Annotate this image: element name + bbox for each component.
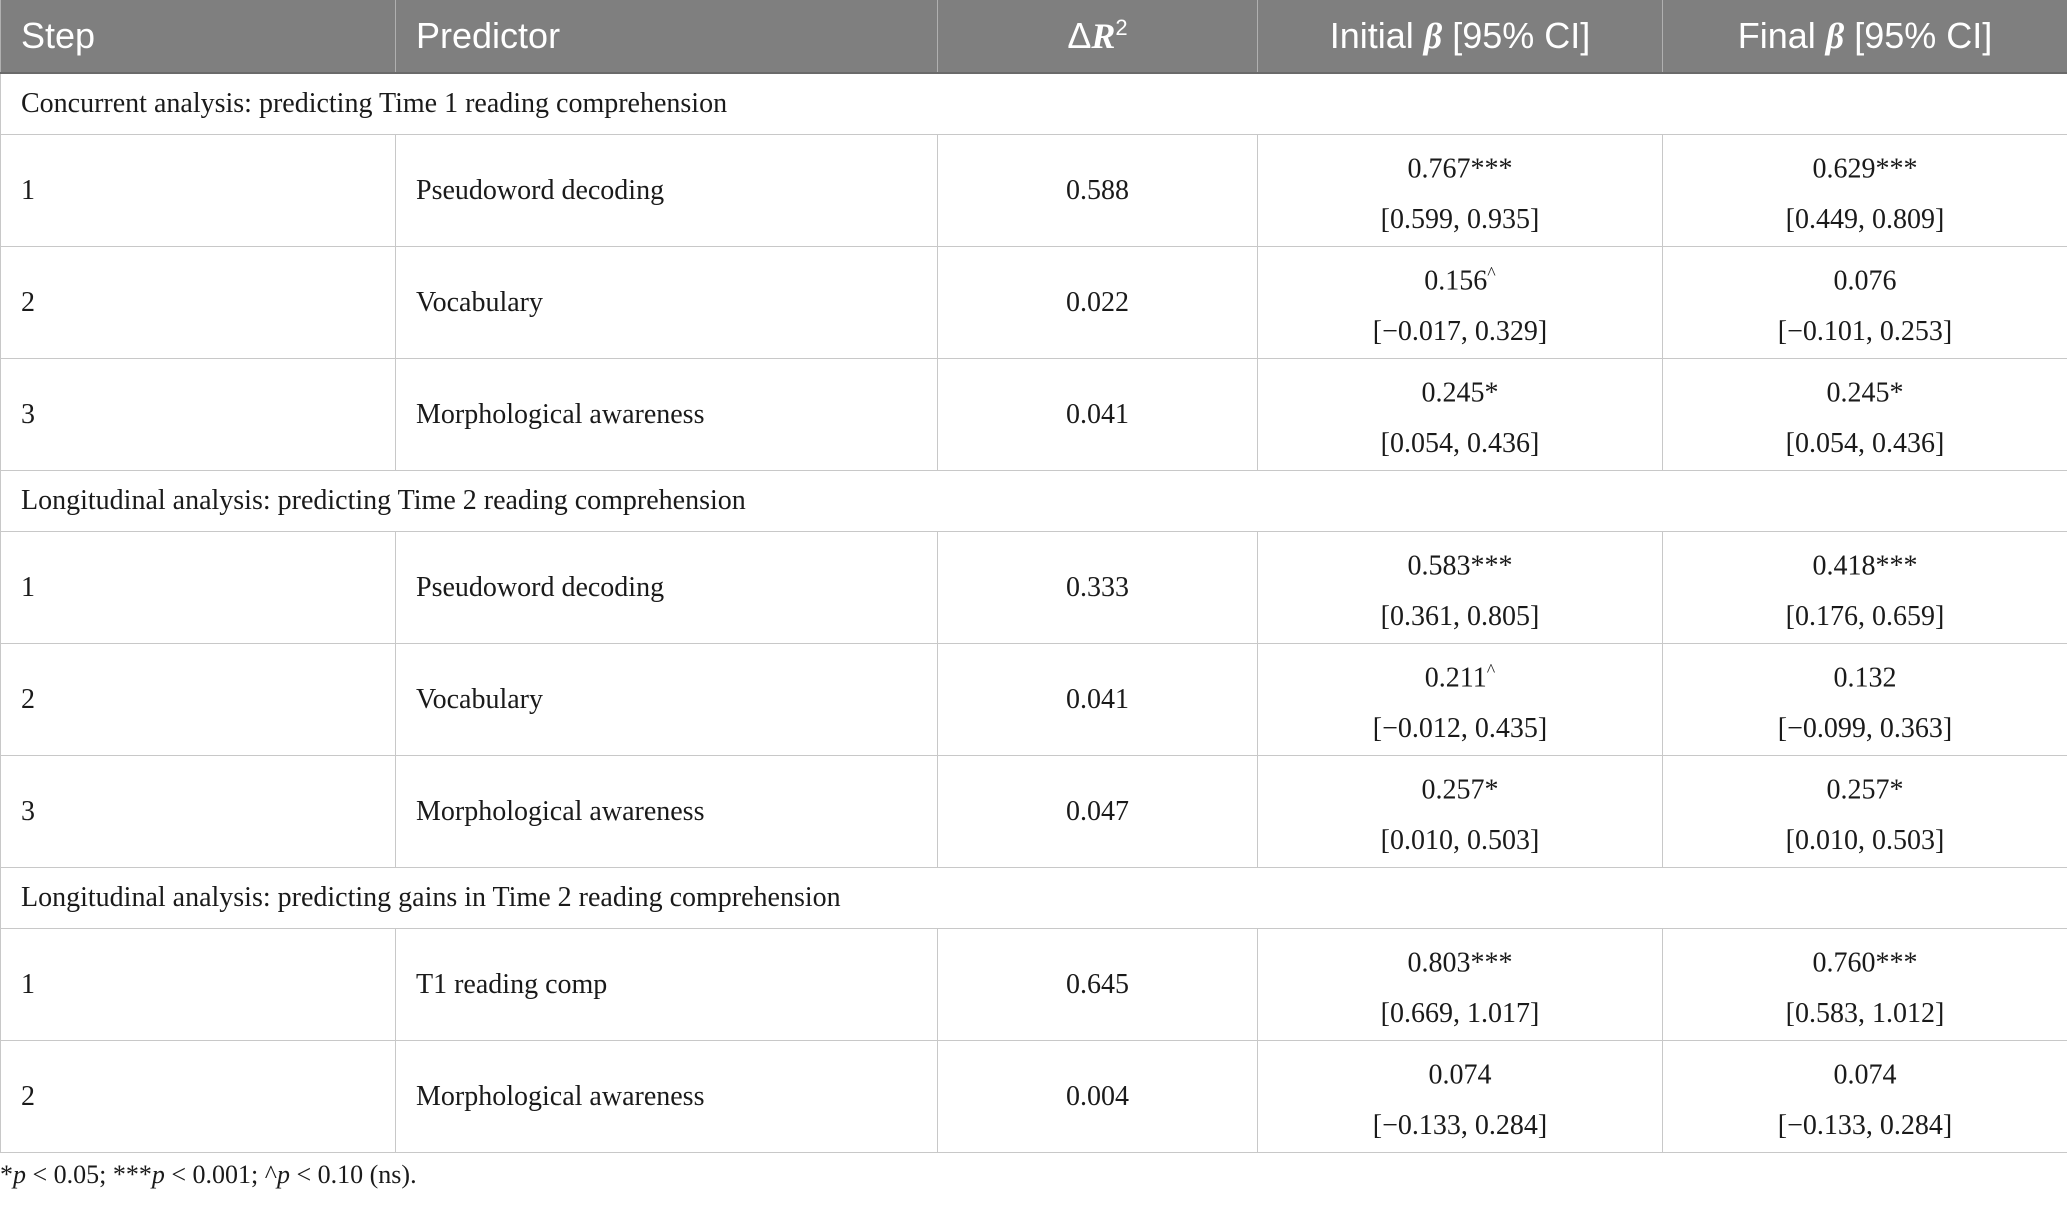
cell-initial-beta <box>1258 644 1663 756</box>
final-beta-value: 0.418*** <box>1812 550 1918 582</box>
footnote-part: * <box>0 1160 13 1189</box>
cell-final-beta <box>1663 532 2067 644</box>
header-step: Step <box>1 0 396 73</box>
header-initial-post: [95% CI] <box>1442 15 1591 56</box>
header-initial-beta <box>1258 0 1663 73</box>
cell-initial-beta <box>1258 1041 1663 1153</box>
initial-ci: [−0.017, 0.329] <box>1372 315 1548 347</box>
cell-final-beta <box>1663 756 2067 868</box>
cell-predictor: Morphological awareness <box>396 756 938 868</box>
header-final-post: [95% CI] <box>1844 15 1993 56</box>
cell-delta-r2: 0.022 <box>938 247 1258 359</box>
header-row <box>1 0 2067 73</box>
header-final-pre: Final <box>1737 15 1826 56</box>
initial-beta-value: 0.257* <box>1421 774 1499 806</box>
cell-delta-r2: 0.041 <box>938 644 1258 756</box>
final-ci: [0.176, 0.659] <box>1785 600 1945 632</box>
table-row <box>1 359 2067 471</box>
footnote-part: < 0.001; ^ <box>164 1160 277 1189</box>
header-initial-pre: Initial <box>1329 15 1424 56</box>
final-beta-value: 0.760*** <box>1812 947 1918 979</box>
final-ci: [0.054, 0.436] <box>1785 427 1945 459</box>
cell-step: 2 <box>1 644 396 756</box>
initial-beta-value: 0.767*** <box>1407 153 1513 185</box>
initial-beta-value: 0.156 <box>1424 265 1488 297</box>
cell-predictor: T1 reading comp <box>396 929 938 1041</box>
cell-delta-r2: 0.004 <box>938 1041 1258 1153</box>
cell-delta-r2: 0.041 <box>938 359 1258 471</box>
section-title: Longitudinal analysis: predicting Time 2 reading comprehension <box>1 471 2067 532</box>
initial-ci: [0.010, 0.503] <box>1380 824 1540 856</box>
header-final-beta-symbol: β <box>1825 16 1845 56</box>
cell-initial-beta <box>1258 756 1663 868</box>
cell-step: 2 <box>1 247 396 359</box>
section-row <box>1 471 2067 532</box>
table-row <box>1 756 2067 868</box>
cell-initial-beta <box>1258 359 1663 471</box>
cell-step: 1 <box>1 135 396 247</box>
initial-beta-value: 0.583*** <box>1407 550 1513 582</box>
table-row <box>1 135 2067 247</box>
table-row <box>1 532 2067 644</box>
cell-predictor: Vocabulary <box>396 644 938 756</box>
cell-final-beta <box>1663 929 2067 1041</box>
cell-predictor: Morphological awareness <box>396 1041 938 1153</box>
final-ci: [−0.101, 0.253] <box>1777 315 1953 347</box>
cell-final-beta <box>1663 1041 2067 1153</box>
final-beta-value: 0.257* <box>1826 774 1904 806</box>
header-delta-r2-var: R <box>1091 16 1116 56</box>
cell-predictor: Vocabulary <box>396 247 938 359</box>
cell-final-beta <box>1663 644 2067 756</box>
header-initial-beta-symbol: β <box>1423 16 1443 56</box>
cell-delta-r2: 0.333 <box>938 532 1258 644</box>
table-row <box>1 929 2067 1041</box>
table-row <box>1 1041 2067 1153</box>
table-row <box>1 644 2067 756</box>
section-title: Longitudinal analysis: predicting gains in Time 2 reading comprehension <box>1 868 2067 929</box>
final-ci: [0.449, 0.809] <box>1785 203 1945 235</box>
cell-final-beta <box>1663 247 2067 359</box>
section-row <box>1 868 2067 929</box>
section-title: Concurrent analysis: predicting Time 1 reading comprehension <box>1 73 2067 135</box>
initial-ci: [0.669, 1.017] <box>1380 997 1540 1029</box>
cell-initial-beta <box>1258 135 1663 247</box>
initial-beta-sup: ^ <box>1487 263 1496 284</box>
table-body <box>1 73 2067 1153</box>
final-ci: [0.583, 1.012] <box>1785 997 1945 1029</box>
final-beta-value: 0.132 <box>1833 662 1897 694</box>
cell-step: 3 <box>1 756 396 868</box>
header-delta-r2-sup: 2 <box>1115 15 1128 40</box>
table-header <box>1 0 2067 73</box>
header-delta-r2 <box>938 0 1258 73</box>
initial-ci: [0.599, 0.935] <box>1380 203 1540 235</box>
final-beta-value: 0.629*** <box>1812 153 1918 185</box>
cell-final-beta <box>1663 135 2067 247</box>
footnote-part: p <box>276 1160 290 1189</box>
cell-delta-r2: 0.588 <box>938 135 1258 247</box>
initial-beta-value: 0.803*** <box>1407 947 1513 979</box>
cell-delta-r2: 0.047 <box>938 756 1258 868</box>
cell-predictor: Pseudoword decoding <box>396 135 938 247</box>
header-delta-r2-prefix: Δ <box>1067 15 1092 56</box>
header-predictor: Predictor <box>396 0 938 73</box>
final-ci: [−0.133, 0.284] <box>1777 1109 1953 1141</box>
footnote-part: < 0.10 (ns). <box>289 1160 417 1189</box>
table-row <box>1 247 2067 359</box>
cell-step: 1 <box>1 929 396 1041</box>
initial-beta-value: 0.211 <box>1424 662 1487 694</box>
cell-predictor: Morphological awareness <box>396 359 938 471</box>
cell-step: 3 <box>1 359 396 471</box>
initial-ci: [0.054, 0.436] <box>1380 427 1540 459</box>
cell-step: 2 <box>1 1041 396 1153</box>
initial-ci: [−0.012, 0.435] <box>1372 712 1548 744</box>
initial-ci: [−0.133, 0.284] <box>1372 1109 1548 1141</box>
cell-final-beta <box>1663 359 2067 471</box>
footnote-part: p <box>151 1160 165 1189</box>
initial-beta-sup: ^ <box>1486 660 1496 681</box>
final-ci: [0.010, 0.503] <box>1785 824 1945 856</box>
final-beta-value: 0.074 <box>1833 1059 1897 1091</box>
footnote-part: < 0.05; *** <box>26 1160 152 1189</box>
cell-initial-beta <box>1258 247 1663 359</box>
final-beta-value: 0.245* <box>1826 377 1904 409</box>
final-ci: [−0.099, 0.363] <box>1777 712 1953 744</box>
cell-step: 1 <box>1 532 396 644</box>
table-footnote <box>0 1160 417 1190</box>
cell-initial-beta <box>1258 532 1663 644</box>
initial-beta-value: 0.245* <box>1421 377 1499 409</box>
initial-beta-value: 0.074 <box>1428 1059 1492 1091</box>
cell-predictor: Pseudoword decoding <box>396 532 938 644</box>
footnote-part: p <box>13 1160 26 1189</box>
header-final-beta <box>1663 0 2067 73</box>
final-beta-value: 0.076 <box>1833 265 1897 297</box>
section-row <box>1 73 2067 135</box>
cell-initial-beta <box>1258 929 1663 1041</box>
initial-ci: [0.361, 0.805] <box>1380 600 1540 632</box>
cell-delta-r2: 0.645 <box>938 929 1258 1041</box>
